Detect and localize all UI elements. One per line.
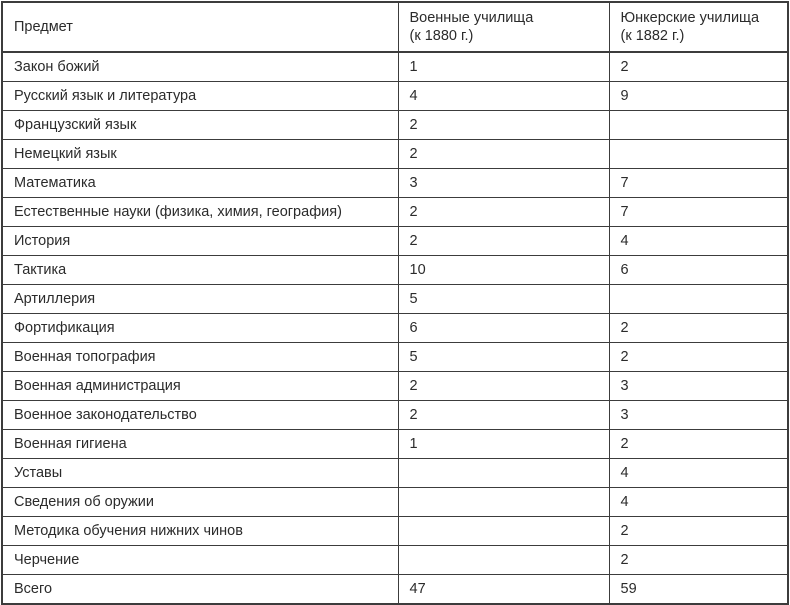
military-value-cell: 47 (398, 575, 609, 605)
subject-cell: Артиллерия (2, 285, 398, 314)
table-row (2, 140, 788, 169)
subject-cell: Закон божий (2, 52, 398, 82)
header-junker-schools (609, 2, 788, 52)
table-row-total (2, 575, 788, 605)
subject-cell: Фортификация (2, 314, 398, 343)
table-row (2, 227, 788, 256)
junker-value-cell: 6 (609, 256, 788, 285)
junker-value-cell: 3 (609, 372, 788, 401)
military-value-cell (398, 459, 609, 488)
table-row (2, 314, 788, 343)
military-value-cell: 2 (398, 372, 609, 401)
military-value-cell: 10 (398, 256, 609, 285)
subjects-comparison-table (1, 1, 789, 605)
subject-cell: Немецкий язык (2, 140, 398, 169)
table-row (2, 285, 788, 314)
junker-value-cell: 7 (609, 198, 788, 227)
military-value-cell: 2 (398, 111, 609, 140)
military-value-cell: 2 (398, 198, 609, 227)
table-row (2, 517, 788, 546)
header-junker-line1: Юнкерские училища (620, 9, 760, 26)
table-header (2, 2, 788, 52)
military-value-cell: 2 (398, 401, 609, 430)
military-value-cell (398, 546, 609, 575)
subject-cell: Сведения об оружии (2, 488, 398, 517)
table-row (2, 546, 788, 575)
junker-value-cell: 2 (609, 546, 788, 575)
table-body (2, 52, 788, 604)
junker-value-cell (609, 140, 788, 169)
junker-value-cell: 2 (609, 430, 788, 459)
subject-cell: Военная гигиена (2, 430, 398, 459)
subject-cell: Военная топография (2, 343, 398, 372)
subject-cell: История (2, 227, 398, 256)
military-value-cell: 2 (398, 227, 609, 256)
military-value-cell (398, 517, 609, 546)
table-row (2, 198, 788, 227)
table-row (2, 52, 788, 82)
junker-value-cell (609, 111, 788, 140)
subject-cell: Русский язык и литература (2, 82, 398, 111)
table-row (2, 169, 788, 198)
military-value-cell: 5 (398, 285, 609, 314)
junker-value-cell: 4 (609, 488, 788, 517)
header-military-line1: Военные училища (409, 9, 534, 26)
header-subject: Предмет (2, 2, 398, 52)
table-row (2, 459, 788, 488)
header-row (2, 2, 788, 52)
junker-value-cell (609, 285, 788, 314)
subject-cell: Уставы (2, 459, 398, 488)
military-value-cell: 6 (398, 314, 609, 343)
junker-value-cell: 2 (609, 517, 788, 546)
subject-cell: Всего (2, 575, 398, 605)
table-row (2, 372, 788, 401)
military-value-cell: 5 (398, 343, 609, 372)
military-value-cell: 2 (398, 140, 609, 169)
subject-cell: Математика (2, 169, 398, 198)
junker-value-cell: 3 (609, 401, 788, 430)
table-row (2, 82, 788, 111)
military-value-cell: 3 (398, 169, 609, 198)
junker-value-cell: 2 (609, 314, 788, 343)
table-row (2, 256, 788, 285)
table-row (2, 430, 788, 459)
subject-cell: Методика обучения нижних чинов (2, 517, 398, 546)
table-row (2, 111, 788, 140)
junker-value-cell: 9 (609, 82, 788, 111)
subject-cell: Военная администрация (2, 372, 398, 401)
subject-cell: Тактика (2, 256, 398, 285)
table-row (2, 401, 788, 430)
header-military-schools (398, 2, 609, 52)
junker-value-cell: 7 (609, 169, 788, 198)
header-junker-line2: (к 1882 г.) (620, 28, 685, 44)
subject-cell: Военное законодательство (2, 401, 398, 430)
table-row (2, 488, 788, 517)
junker-value-cell: 2 (609, 52, 788, 82)
military-value-cell: 1 (398, 52, 609, 82)
military-value-cell: 1 (398, 430, 609, 459)
subject-cell: Естественные науки (физика, химия, география) (2, 198, 398, 227)
junker-value-cell: 4 (609, 227, 788, 256)
junker-value-cell: 4 (609, 459, 788, 488)
junker-value-cell: 59 (609, 575, 788, 605)
subject-cell: Французский язык (2, 111, 398, 140)
subject-cell: Черчение (2, 546, 398, 575)
military-value-cell: 4 (398, 82, 609, 111)
table-row (2, 343, 788, 372)
junker-value-cell: 2 (609, 343, 788, 372)
header-military-line2: (к 1880 г.) (409, 28, 474, 44)
military-value-cell (398, 488, 609, 517)
